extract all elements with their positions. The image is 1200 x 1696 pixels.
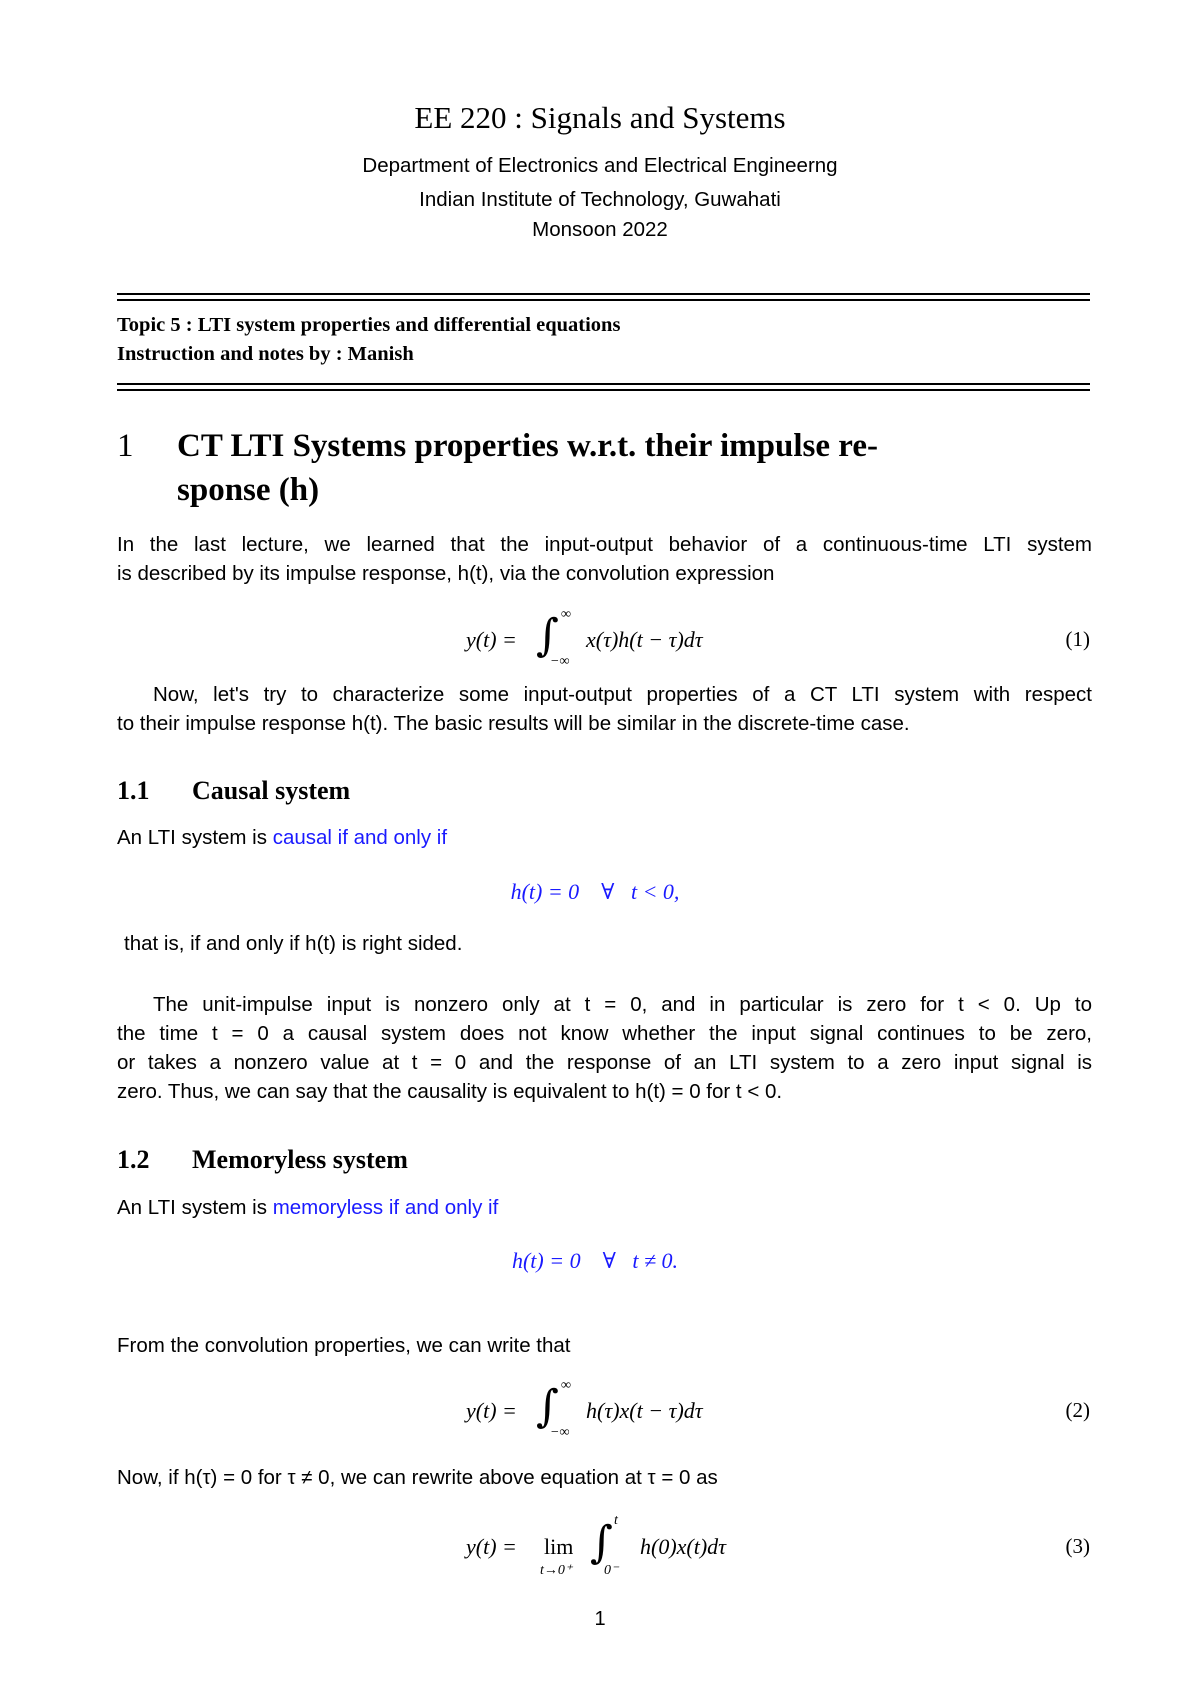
subsection-1-2-title: Memoryless system <box>192 1145 408 1174</box>
eq3-lhs: y(t) = <box>466 1534 517 1559</box>
eq1-upper-limit: ∞ <box>561 607 571 622</box>
para2-line-2: to their impulse response h(t). The basic results will be similar in the discrete-time case. <box>117 712 910 735</box>
memoryless-definition-highlight: memoryless if and only if <box>272 1196 499 1219</box>
eq3-body: h(0)x(t)dτ <box>640 1534 727 1559</box>
causal-definition-plain: An LTI system is <box>117 826 273 849</box>
eq1-body: x(τ)h(t − τ)dτ <box>586 627 703 652</box>
memoryless-definition <box>117 1196 498 1220</box>
topic-line: Topic 5 : LTI system properties and differential equations <box>117 314 621 336</box>
eq3-lower-limit: 0⁻ <box>604 1563 619 1578</box>
paragraph-2 <box>117 680 1092 738</box>
subsection-1-2-heading <box>117 1145 408 1175</box>
section-1-title-line1: CT LTI Systems properties w.r.t. their impulse re- <box>177 428 878 464</box>
causal-definition <box>117 826 447 850</box>
page-number: 1 <box>594 1608 606 1630</box>
eq1-integral-sign: ∫ <box>536 610 559 661</box>
memoryless-condition: h(t) = 0 ∀ t ≠ 0. <box>511 1248 679 1273</box>
eq1-lower-limit: −∞ <box>550 654 570 669</box>
eq2-number: (2) <box>1065 1398 1090 1422</box>
bottom-rule-2 <box>117 389 1090 391</box>
causal-line-3: or takes a nonzero value at t = 0 and the response of an LTI system to a zero input signal is <box>117 1051 1092 1074</box>
eq2-lower-limit: −∞ <box>550 1425 570 1440</box>
eq1-number: (1) <box>1065 627 1090 651</box>
eq3-upper-limit: t <box>614 1513 618 1528</box>
intro-paragraph <box>117 530 1092 588</box>
eq1-lhs: y(t) = <box>466 627 517 652</box>
causal-line-2: the time t = 0 a causal system does not know whether the input signal continues to be zero, <box>117 1022 1092 1045</box>
eq2-body: h(τ)x(t − τ)dτ <box>586 1398 703 1423</box>
eq3-number: (3) <box>1065 1534 1090 1558</box>
convolution-intro: From the convolution properties, we can write that <box>117 1334 571 1357</box>
instructor-line: Instruction and notes by : Manish <box>117 343 414 365</box>
term-line: Monsoon 2022 <box>532 218 668 241</box>
intro-line-2: is described by its impulse response, h(t), via the convolution expression <box>117 562 775 585</box>
course-title: EE 220 : Signals and Systems <box>414 100 786 135</box>
eq2-integral-sign: ∫ <box>536 1381 559 1432</box>
eq3-lim: lim <box>544 1534 574 1559</box>
subsection-1-2-number: 1.2 <box>117 1145 150 1174</box>
causal-condition: h(t) = 0 ∀ t < 0, <box>510 879 680 904</box>
subsection-1-1-title: Causal system <box>192 776 351 805</box>
institute-line: Indian Institute of Technology, Guwahati <box>419 188 781 211</box>
causal-line-1: The unit-impulse input is nonzero only at t = 0, and in particular is zero for t < 0. Up to <box>153 993 1092 1016</box>
subsection-1-1-number: 1.1 <box>117 776 150 805</box>
eq2-lhs: y(t) = <box>466 1398 517 1423</box>
causal-explanation <box>117 990 1092 1106</box>
section-1-number: 1 <box>117 428 134 464</box>
eq3-integral-sign: ∫ <box>590 1517 613 1568</box>
eq3-lim-subscript: t→0⁺ <box>540 1563 573 1578</box>
section-1-title-line2: sponse (h) <box>177 472 320 508</box>
top-rule-2 <box>117 299 1090 301</box>
department-line: Department of Electronics and Electrical Engineerng <box>362 154 838 177</box>
top-rule-1 <box>117 293 1090 295</box>
eq2-upper-limit: ∞ <box>561 1378 571 1393</box>
rewrite-line: Now, if h(τ) = 0 for τ ≠ 0, we can rewrite above equation at τ = 0 as <box>117 1466 718 1489</box>
para2-line-1: Now, let's try to characterize some input-output properties of a CT LTI system with respect <box>153 683 1092 706</box>
causal-followup: that is, if and only if h(t) is right sided. <box>124 932 463 955</box>
causal-definition-highlight: causal if and only if <box>272 826 448 849</box>
section-1-heading <box>117 424 1097 512</box>
intro-line-1: In the last lecture, we learned that the input-output behavior of a continuous-time LTI system <box>117 533 1092 556</box>
memoryless-definition-plain: An LTI system is <box>117 1196 273 1219</box>
causal-line-4: zero. Thus, we can say that the causality is equivalent to h(t) = 0 for t < 0. <box>117 1080 783 1103</box>
subsection-1-1-heading <box>117 776 350 806</box>
bottom-rule-1 <box>117 383 1090 385</box>
